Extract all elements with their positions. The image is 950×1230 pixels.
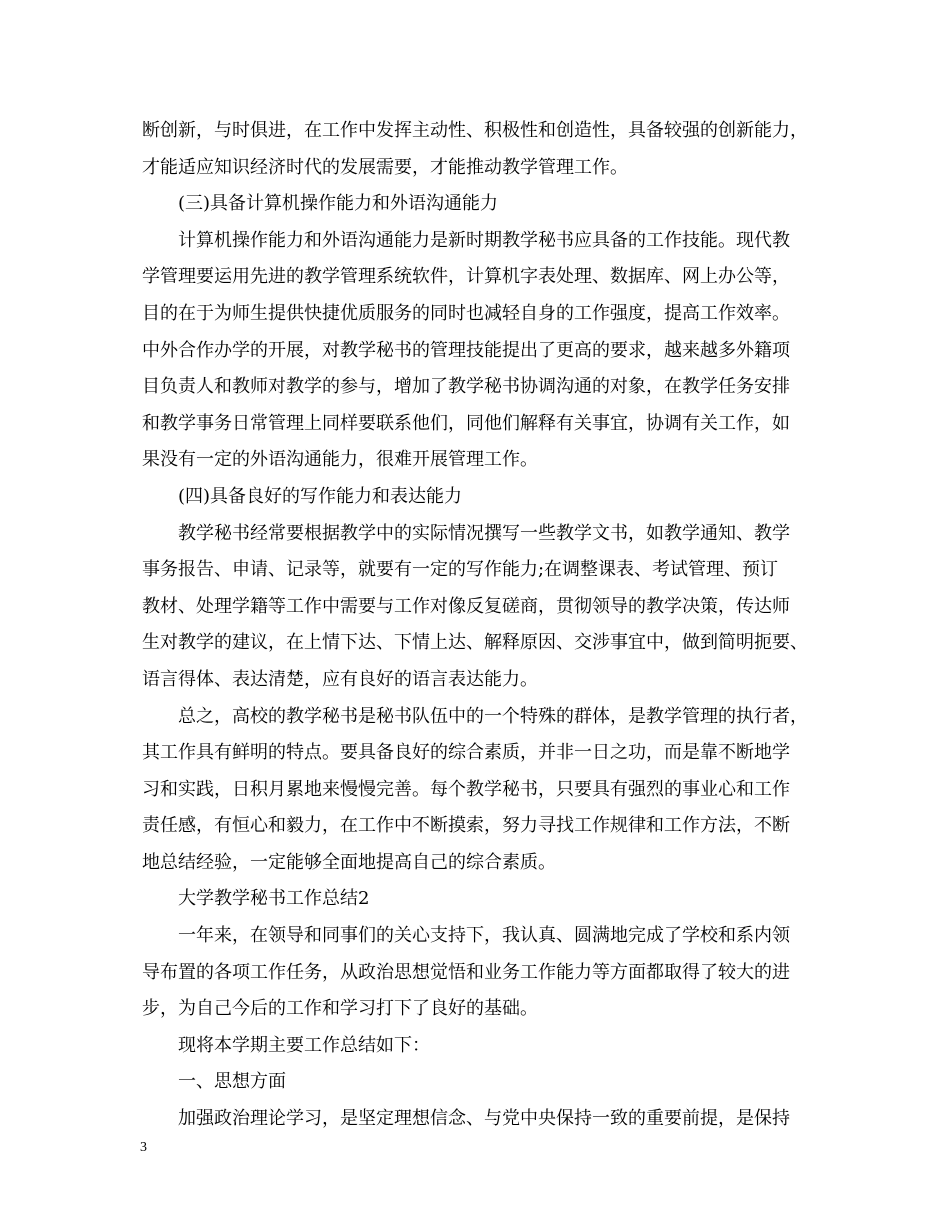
text-line: 才能适应知识经济时代的发展需要，才能推动教学管理工作。 (142, 156, 628, 178)
document-body (142, 113, 814, 1138)
text-line: 现将本学期主要工作总结如下： (178, 1034, 430, 1056)
text-line: 果没有一定的外语沟通能力，很难开展管理工作。 (142, 449, 538, 471)
text-line: 总之，高校的教学秘书是秘书队伍中的一个特殊的群体，是教学管理的执行者， (178, 705, 808, 727)
text-line: 中外合作办学的开展，对教学秘书的管理技能提出了更高的要求，越来越多外籍项 (142, 339, 790, 361)
text-line: 生对教学的建议，在上情下达、下情上达、解释原因、交涉事宜中，做到简明扼要、 (142, 632, 808, 654)
text-line: 一年来，在领导和同事们的关心支持下，我认真、圆满地完成了学校和系内领 (178, 925, 790, 947)
text-line: 大学教学秘书工作总结2 (178, 888, 370, 910)
text-line: 计算机操作能力和外语沟通能力是新时期教学秘书应具备的工作技能。现代教 (178, 229, 790, 251)
page-number: 3 (140, 1140, 147, 1155)
text-line: 步，为自己今后的工作和学习打下了良好的基础。 (142, 998, 538, 1020)
text-line: 断创新，与时俱进，在工作中发挥主动性、积极性和创造性，具备较强的创新能力， (142, 120, 808, 141)
text-line: 教材、处理学籍等工作中需要与工作对像反复磋商，贯彻领导的教学决策，传达师 (142, 595, 790, 617)
text-line: 习和实践，日积月累地来慢慢完善。每个教学秘书，只要具有强烈的事业心和工作 (142, 778, 790, 800)
text-line: 事务报告、申请、记录等，就要有一定的写作能力;在调整课表、考试管理、预订 (142, 559, 779, 581)
text-line: 语言得体、表达清楚，应有良好的语言表达能力。 (142, 668, 538, 690)
text-line: 加强政治理论学习，是坚定理想信念、与党中央保持一致的重要前提，是保持 (178, 1108, 790, 1130)
text-line: 目负责人和教师对教学的参与，增加了教学秘书协调沟通的对象，在教学任务安排 (142, 376, 790, 398)
text-line: 其工作具有鲜明的特点。要具备良好的综合素质，并非一日之功，而是靠不断地学 (142, 742, 790, 764)
text-line: 目的在于为师生提供快捷优质服务的同时也减轻自身的工作强度，提高工作效率。 (142, 302, 790, 324)
text-line: 教学秘书经常要根据教学中的实际情况撰写一些教学文书，如教学通知、教学 (178, 522, 790, 544)
text-line: 地总结经验，一定能够全面地提高自己的综合素质。 (142, 851, 556, 873)
text-line: 导布置的各项工作任务，从政治思想觉悟和业务工作能力等方面都取得了较大的进 (142, 961, 790, 983)
text-line: (四)具备良好的写作能力和表达能力 (178, 485, 463, 507)
text-line: 一、思想方面 (178, 1071, 286, 1093)
text-line: 和教学事务日常管理上同样要联系他们，同他们解释有关事宜，协调有关工作，如 (142, 412, 790, 434)
text-line: 责任感，有恒心和毅力，在工作中不断摸索，努力寻找工作规律和工作方法，不断 (142, 815, 790, 837)
text-line: (三)具备计算机操作能力和外语沟通能力 (178, 193, 499, 215)
text-line: 学管理要运用先进的教学管理系统软件，计算机字表处理、数据库、网上办公等， (142, 266, 790, 288)
